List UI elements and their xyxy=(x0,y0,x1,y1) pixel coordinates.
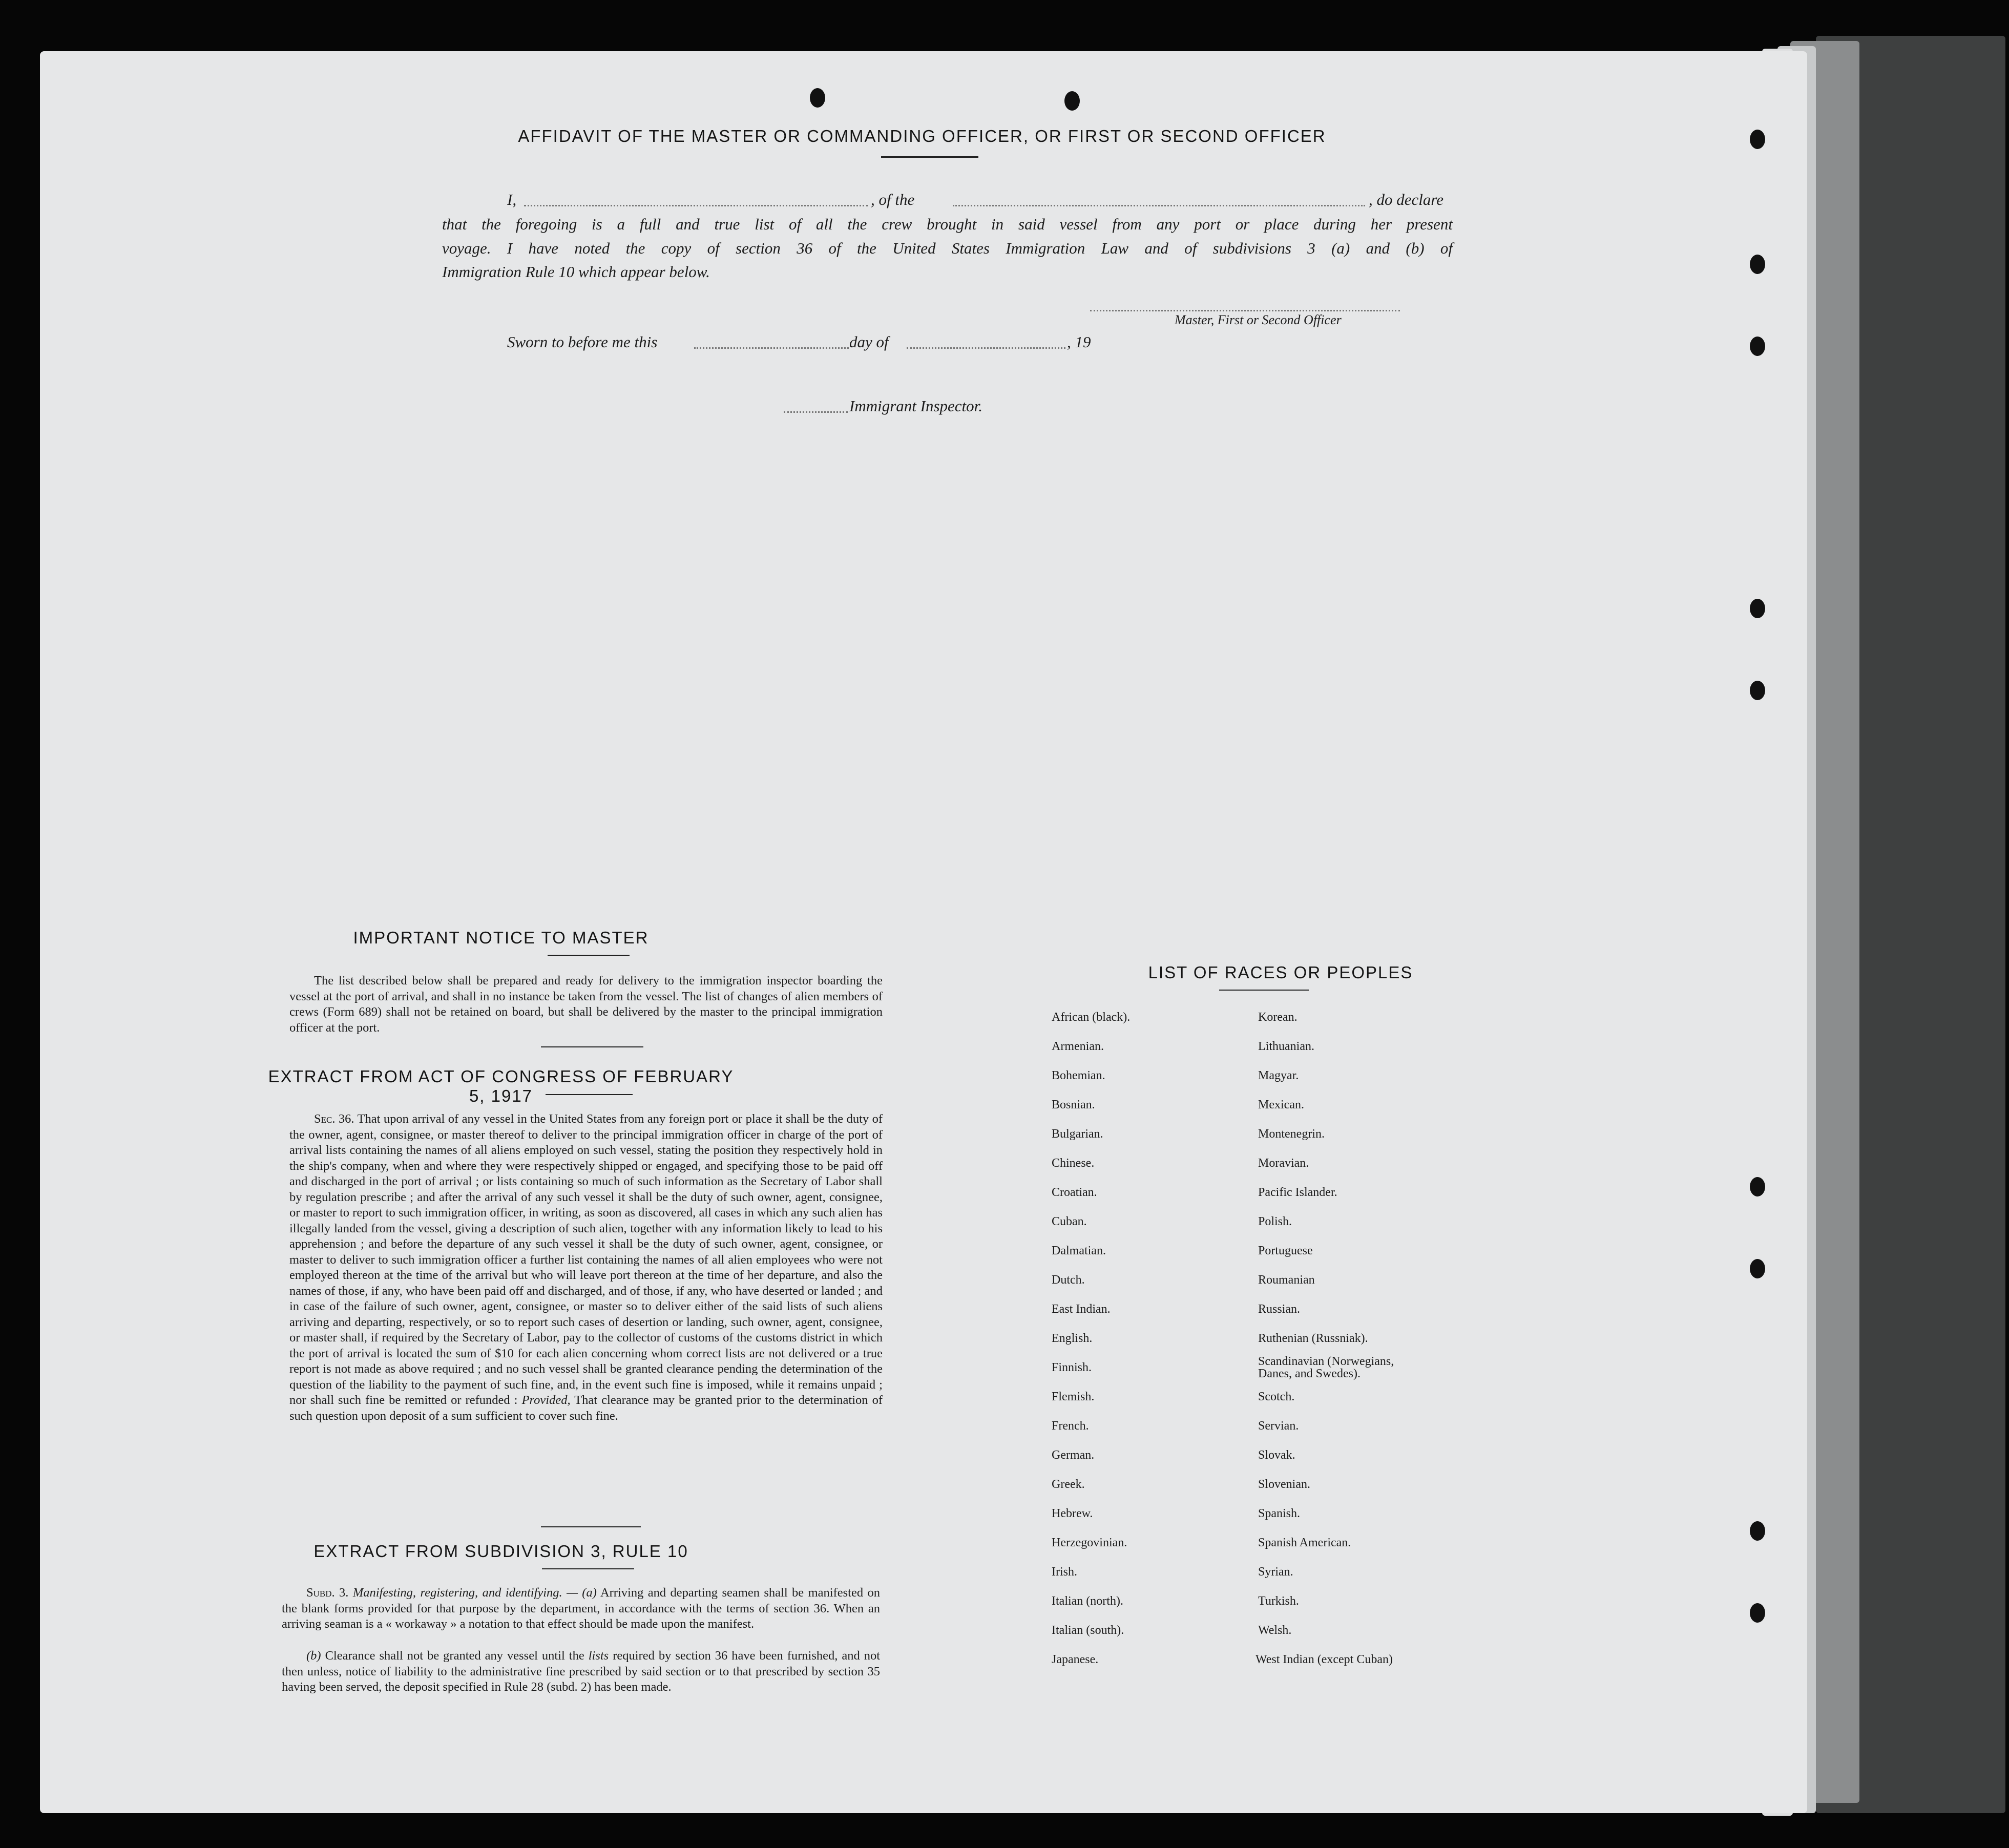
race-item: Spanish American. xyxy=(1258,1536,1351,1549)
inspector-blank xyxy=(784,411,848,413)
race-item: Chinese. xyxy=(1052,1157,1095,1170)
rule-heading: Manifesting, registering, and identifying. — (a) xyxy=(352,1586,597,1600)
race-item: Italian (north). xyxy=(1052,1594,1123,1608)
race-item: Servian. xyxy=(1258,1419,1299,1433)
race-item: Scandinavian (Norwegians, Danes, and Swedes). xyxy=(1258,1355,1394,1380)
affidavit-line-3: voyage. I have noted the copy of section 36 of the United States Immigration Law and of subdivisions 3 (a) and (b) of xyxy=(442,239,1453,257)
race-item: Montenegrin. xyxy=(1258,1127,1325,1141)
race-item: Russian. xyxy=(1258,1303,1301,1316)
race-item: Ruthenian (Russniak). xyxy=(1258,1332,1368,1345)
notice-bottom-rule xyxy=(541,1046,643,1047)
notice-text: The list described below shall be prepared and ready for delivery to the immigration inspector boarding the vessel at the port of arrival, and shall in no instance be taken from the vessel. The list of changes of alien members of crews (Form 689) shall not be retained on board, but shall be delivered by the master to the principal immigration officer at the port. xyxy=(289,974,883,1035)
act-sec-label: Sec. 36. xyxy=(314,1112,354,1126)
rule-rule xyxy=(542,1568,634,1569)
race-item: Italian (south). xyxy=(1052,1624,1124,1637)
act-rule xyxy=(546,1094,633,1095)
day-of-text: day of xyxy=(849,333,889,351)
rule-text-b2: required by section 36 have been furnished, and not then unless, notice of liability to the administrative fine prescribed by said section or to that prescribed by section 35 having been served, the deposit specified in Rule 28 (subd. 2) has been made. xyxy=(282,1649,881,1694)
name-blank xyxy=(524,205,868,206)
punch-hole xyxy=(1750,130,1765,149)
rule-subd-label: Subd. 3. xyxy=(306,1586,349,1600)
notice-title: IMPORTANT NOTICE TO MASTER xyxy=(353,928,649,947)
year-text: , 19 xyxy=(1067,333,1091,351)
race-item: Armenian. xyxy=(1052,1040,1104,1053)
rule-title: EXTRACT FROM SUBDIVISION 3, RULE 10 xyxy=(313,1542,688,1561)
race-item: Bulgarian. xyxy=(1052,1127,1103,1141)
race-item: Irish. xyxy=(1052,1565,1077,1579)
race-item: Slovenian. xyxy=(1258,1478,1310,1491)
race-item: Finnish. xyxy=(1052,1361,1092,1374)
signature-caption: Master, First or Second Officer xyxy=(1175,312,1342,327)
race-item: Lithuanian. xyxy=(1258,1040,1314,1053)
punch-hole xyxy=(1750,681,1765,700)
act-provided: Provided, xyxy=(521,1393,571,1407)
affidavit-line-4: Immigration Rule 10 which appear below. xyxy=(442,263,710,281)
race-item: Bosnian. xyxy=(1052,1098,1095,1111)
affidavit-i: I, xyxy=(507,191,517,208)
race-item: Polish. xyxy=(1258,1215,1292,1228)
race-item: Portuguese xyxy=(1258,1244,1313,1257)
punch-hole xyxy=(1750,599,1765,618)
race-item: Flemish. xyxy=(1052,1390,1095,1403)
month-blank xyxy=(907,347,1065,349)
punch-hole xyxy=(1750,1259,1765,1278)
race-item: Syrian. xyxy=(1258,1565,1293,1579)
act-section-36 xyxy=(289,1111,883,1424)
affidavit-title: AFFIDAVIT OF THE MASTER OR COMMANDING OFFICER, OR FIRST OR SECOND OFFICER xyxy=(518,127,1326,145)
race-item: Bohemian. xyxy=(1052,1069,1105,1082)
affidavit-of-the: , of the xyxy=(871,191,915,208)
race-item: German. xyxy=(1052,1448,1095,1462)
rule-lists: lists xyxy=(588,1649,609,1663)
race-item: Welsh. xyxy=(1258,1624,1292,1637)
punch-hole xyxy=(1750,1177,1765,1196)
rule-b-label: (b) xyxy=(306,1649,321,1663)
punch-hole xyxy=(1750,1521,1765,1541)
race-item: Mexican. xyxy=(1258,1098,1304,1111)
races-rule xyxy=(1219,990,1309,991)
race-item: Cuban. xyxy=(1052,1215,1087,1228)
inspector-caption: Immigrant Inspector. xyxy=(849,397,983,415)
race-item: Slovak. xyxy=(1258,1448,1295,1462)
race-item: Greek. xyxy=(1052,1478,1085,1491)
punch-hole xyxy=(1750,1603,1765,1623)
act-body-end: That clearance may be granted prior to the determination of such question upon deposit of a sum sufficient to cover such fine. xyxy=(289,1393,883,1423)
race-item: Hebrew. xyxy=(1052,1507,1093,1520)
act-title: EXTRACT FROM ACT OF CONGRESS OF FEBRUARY 5, 1917 xyxy=(268,1067,734,1105)
race-item: African (black). xyxy=(1052,1011,1131,1024)
rule-subd-b xyxy=(282,1648,880,1695)
race-item: French. xyxy=(1052,1419,1089,1433)
race-item: English. xyxy=(1052,1332,1093,1345)
race-item: Roumanian xyxy=(1258,1273,1315,1287)
rule-subd-a xyxy=(282,1585,880,1632)
race-item: Dalmatian. xyxy=(1052,1244,1106,1257)
race-item: Turkish. xyxy=(1258,1594,1299,1608)
act-body: That upon arrival of any vessel in the United States from any foreign port or place it shall be the duty of the owner, agent, consignee, or master thereof to deliver to the principal immigration officer in charge of the port of arrival lists containing the names of all aliens employed on such vessel, stating the position they respectively hold in the ship's company, when and where they were respectively shipped or engaged, and specifying those to be paid off and discharged in the port of arrival ; or lists containing so much of such information as the Secretary of Labor shall by regulation prescribe ; and after the arrival of any such vessel it shall be the duty of such owner, agent, consignee, or master to report to such immigration officer, in writing, as soon as discovered, all cases in which any such alien has illegally landed from the vessel, giving a description of such alien, together with any information likely to lead to his apprehension ; and before the departure of any such vessel it shall be the duty of such owner, agent, consignee, or master to deliver to such immigration officer a further list containing the names of all alien employees who were not employed thereon at the time of the arrival but who will leave port thereon at the time of her departure, and also the names of those, if any, who have been paid off and discharged, and of those, if any, who have deserted or landed ; and in case of the failure of such owner, agent, consignee, or master so to deliver either of the said lists of such aliens arriving and departing, respectively, or so to report such cases of desertion or landing, such owner, agent, consignee, or master shall, if required by the Secretary of Labor, pay to the collector of customs of the customs district in which the port of arrival is located the sum of $10 for each alien concerning whom correct lists are not delivered or a true report is not made as above required ; and no such vessel shall be granted clearance pending the determination of the question of the liability to the payment of such fine, and, in the event such fine is imposed, while it remains unpaid ; nor shall such fine be remitted or refunded : xyxy=(289,1112,883,1407)
rule-text-b1: Clearance shall not be granted any vessel until the xyxy=(325,1649,584,1663)
sworn-text: Sworn to before me this xyxy=(507,333,658,351)
punch-hole xyxy=(810,88,825,108)
race-item: Scotch. xyxy=(1258,1390,1295,1403)
document-page xyxy=(40,51,1807,1813)
race-item: Magyar. xyxy=(1258,1069,1299,1082)
punch-hole xyxy=(1750,337,1765,356)
title-rule xyxy=(881,156,978,158)
race-item: Spanish. xyxy=(1258,1507,1301,1520)
punch-hole xyxy=(1064,91,1080,111)
act-bottom-rule xyxy=(541,1526,641,1527)
race-item: Croatian. xyxy=(1052,1186,1097,1199)
signature-blank xyxy=(1090,310,1400,311)
notice-rule xyxy=(548,955,630,956)
vessel-blank xyxy=(953,205,1365,206)
race-item: Pacific Islander. xyxy=(1258,1186,1337,1199)
affidavit-line-2: that the foregoing is a full and true list of all the crew brought in said vessel from any port or place during her present xyxy=(442,215,1453,233)
race-item: Korean. xyxy=(1258,1011,1298,1024)
race-item: Japanese. xyxy=(1052,1653,1099,1666)
race-item: Moravian. xyxy=(1258,1157,1309,1170)
race-item: Herzegovinian. xyxy=(1052,1536,1127,1549)
day-blank xyxy=(694,347,849,349)
punch-hole xyxy=(1750,255,1765,274)
race-item: West Indian (except Cuban) xyxy=(1255,1653,1393,1666)
affidavit-do-declare: , do declare xyxy=(1369,191,1444,208)
race-item: Dutch. xyxy=(1052,1273,1085,1287)
race-item: East Indian. xyxy=(1052,1303,1111,1316)
races-title: LIST OF RACES OR PEOPLES xyxy=(1148,963,1413,982)
rule-text-a: Arriving and departing seamen shall be manifested on the blank forms provided for that purpose by the department, in accordance with the terms of section 36. When an arriving seaman is a « workaway » a notation to that effect should be made upon the manifest. xyxy=(282,1586,880,1631)
